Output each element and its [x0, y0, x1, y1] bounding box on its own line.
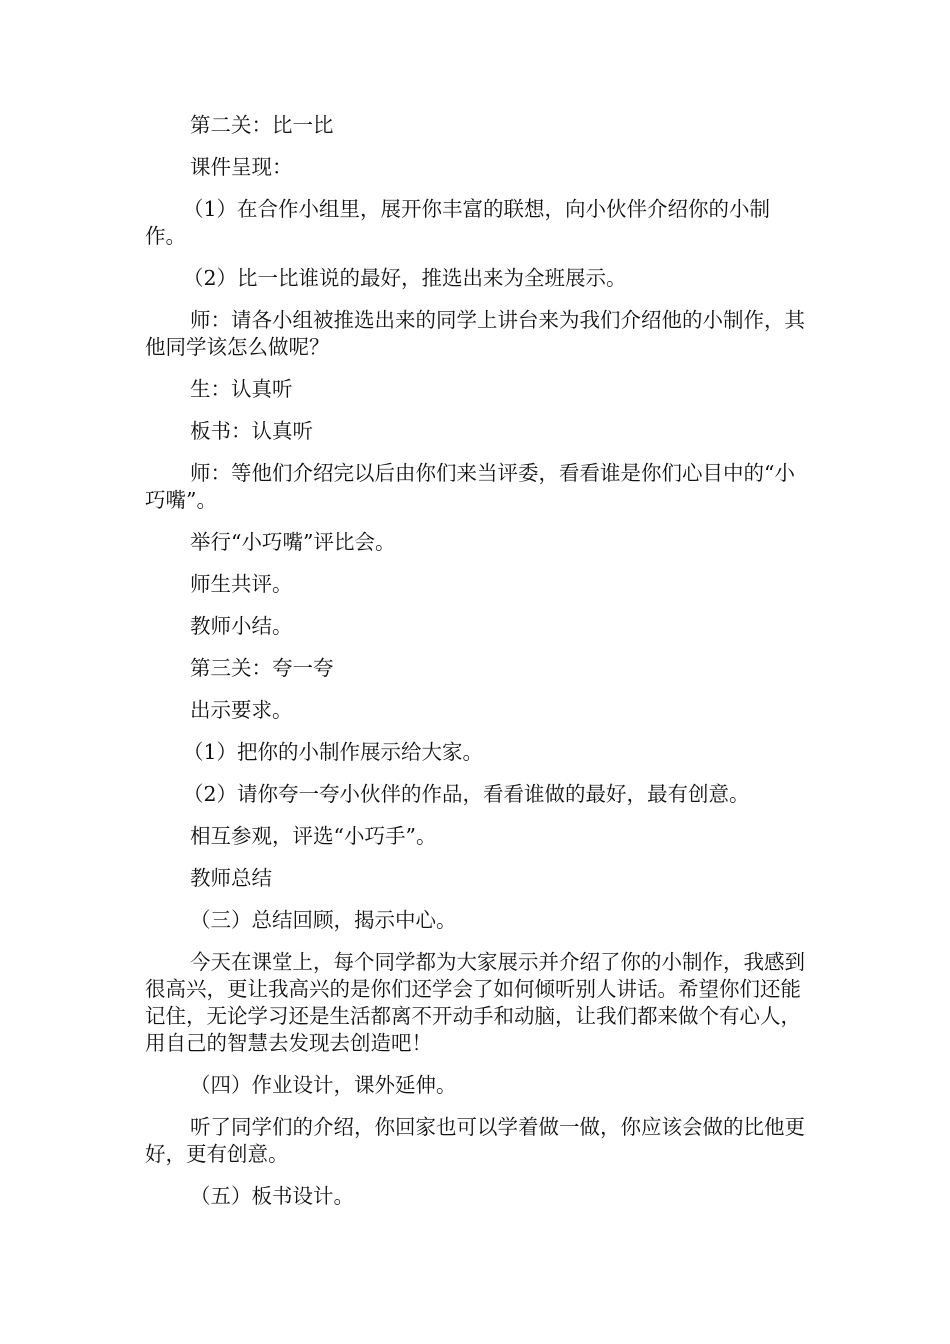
paragraph: 教师小结。 [190, 614, 293, 638]
paragraph: （2）比一比谁说的最好，推选出来为全班展示。 [183, 266, 627, 290]
paragraph: 相互参观，评选“小巧手”。 [190, 824, 437, 848]
paragraph: 师：等他们介绍完以后由你们来当评委，看看谁是你们心目中的“小巧嘴”。 [145, 461, 795, 512]
paragraph: 出示要求。 [190, 698, 293, 722]
paragraph: 举行“小巧嘴”评比会。 [190, 530, 396, 554]
paragraph: （1）在合作小组里，展开你丰富的联想，向小伙伴介绍你的小制作。 [145, 197, 771, 248]
paragraph: 课件呈现： [190, 155, 293, 179]
paragraph: 教师总结 [190, 866, 272, 890]
paragraph: （三）总结回顾，揭示中心。 [190, 908, 457, 932]
paragraph: （五）板书设计。 [190, 1184, 354, 1208]
paragraph: 生：认真听 [190, 377, 293, 401]
document-body [145, 112, 805, 1225]
paragraph: （2）请你夸一夸小伙伴的作品，看看谁做的最好，最有创意。 [183, 782, 750, 806]
paragraph: 师生共评。 [190, 572, 293, 596]
paragraph: 第三关：夸一夸 [190, 656, 334, 680]
paragraph: 听了同学们的介绍，你回家也可以学着做一做，你应该会做的比他更好，更有创意。 [145, 1115, 805, 1166]
paragraph: 今天在课堂上，每个同学都为大家展示并介绍了你的小制作，我感到很高兴，更让我高兴的是你们还学会了如何倾听别人讲话。希望你们还能记住，无论学习还是生活都离不开动手和动脑，让我们都来做个有心人，用自己的智慧去发现去创造吧！ [145, 950, 805, 1055]
paragraph: 师：请各小组被推选出来的同学上讲台来为我们介绍他的小制作，其他同学该怎么做呢？ [145, 308, 805, 359]
paragraph: 第二关：比一比 [190, 113, 334, 137]
paragraph: （1）把你的小制作展示给大家。 [183, 740, 484, 764]
paragraph: 板书：认真听 [190, 419, 313, 443]
paragraph: （四）作业设计，课外延伸。 [190, 1073, 457, 1097]
